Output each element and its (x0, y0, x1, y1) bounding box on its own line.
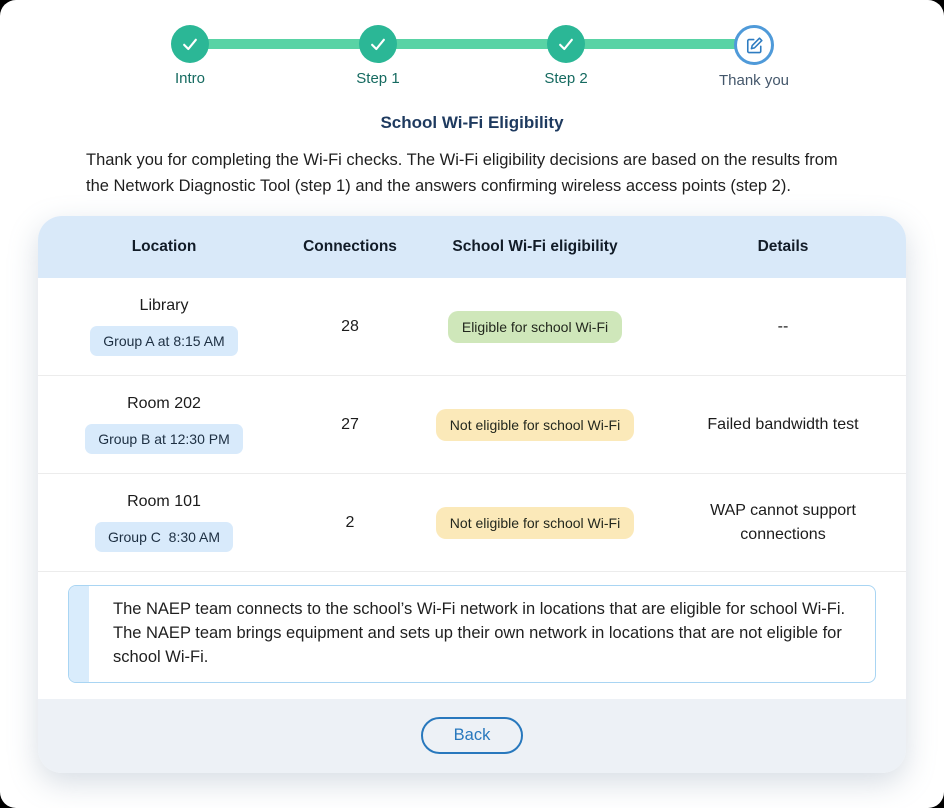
step-1 (308, 25, 448, 87)
stepper (174, 0, 790, 103)
note-row (38, 572, 906, 699)
step-2 (496, 25, 636, 87)
connections-cell: 27 (341, 415, 359, 433)
eligibility-card (38, 216, 906, 773)
group-badge: Group A at 8:15 AM (90, 326, 237, 356)
eligibility-cell (410, 311, 660, 343)
page-title: School Wi-Fi Eligibility (380, 113, 564, 132)
card-footer (38, 699, 906, 773)
location-cell (38, 481, 290, 564)
table-header (38, 216, 906, 278)
details-cell: WAP cannot support connections (710, 502, 856, 543)
note-accent-bar (69, 586, 89, 682)
table-row (38, 474, 906, 572)
location-name: Room 202 (127, 395, 201, 413)
step-intro-circle[interactable] (171, 25, 209, 63)
step-thank-you-circle[interactable] (734, 25, 774, 65)
location-name: Library (139, 297, 189, 315)
stepper-track (190, 39, 754, 49)
check-icon (180, 34, 200, 54)
edit-icon (745, 36, 764, 55)
column-header-details: Details (757, 238, 809, 256)
group-badge: Group B at 12:30 PM (85, 424, 243, 454)
step-intro (120, 25, 260, 87)
step-thank-you (684, 25, 824, 89)
check-icon (556, 34, 576, 54)
step-thank-you-label: Thank you (718, 72, 790, 89)
step-2-circle[interactable] (547, 25, 585, 63)
check-icon (368, 34, 388, 54)
eligibility-cell (410, 507, 660, 539)
note-box (68, 585, 876, 683)
eligibility-badge: Not eligible for school Wi-Fi (436, 507, 634, 539)
group-badge: Group C 8:30 AM (95, 522, 233, 552)
connections-cell: 28 (341, 317, 359, 335)
connections-cell: 2 (345, 513, 355, 531)
column-header-eligibility: School Wi-Fi eligibility (452, 238, 618, 256)
back-button[interactable]: Back (421, 717, 524, 754)
eligibility-badge: Not eligible for school Wi-Fi (436, 409, 634, 441)
step-2-label: Step 2 (544, 70, 588, 87)
details-cell: -- (777, 318, 789, 336)
step-1-label: Step 1 (356, 70, 400, 87)
column-header-location: Location (131, 238, 197, 256)
location-cell (38, 383, 290, 466)
step-intro-label: Intro (174, 70, 205, 87)
location-cell (38, 285, 290, 368)
table-row (38, 376, 906, 474)
table-row (38, 278, 906, 376)
step-1-circle[interactable] (359, 25, 397, 63)
intro-text: Thank you for completing the Wi-Fi checks. The Wi-Fi eligibility decisions are based on the results from the Network Diagnostic Tool (step 1) and the answers confirming wireless access points (step 2). (86, 151, 838, 195)
note-text: The NAEP team connects to the school’s Wi-Fi network in locations that are eligible for school Wi-Fi. The NAEP team brings equipment and sets up their own network in locations that are not eligible for school Wi-Fi. (113, 600, 846, 666)
eligibility-cell (410, 409, 660, 441)
details-cell: Failed bandwidth test (707, 416, 859, 434)
column-header-connections: Connections (303, 238, 397, 256)
eligibility-badge: Eligible for school Wi-Fi (448, 311, 622, 343)
location-name: Room 101 (127, 493, 201, 511)
